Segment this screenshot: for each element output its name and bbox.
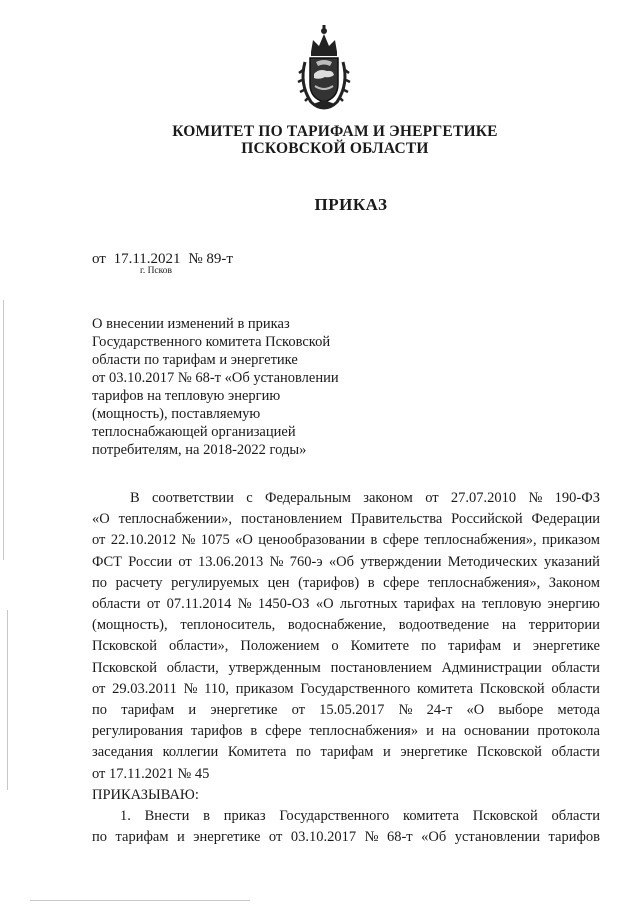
- word: «О: [235, 532, 253, 549]
- word: энергетике: [193, 829, 261, 846]
- word: области: [551, 808, 600, 825]
- item-line: [92, 827, 600, 848]
- preamble-line: [92, 658, 600, 679]
- word: приказом: [235, 680, 294, 697]
- word: тарифам: [448, 638, 502, 655]
- preamble-line: от 17.11.2021 № 45: [92, 765, 210, 782]
- word: расчету: [115, 574, 163, 591]
- word: от: [92, 680, 106, 697]
- word: и: [513, 638, 521, 655]
- word: постановлением: [240, 511, 343, 528]
- word: «Об: [421, 829, 447, 846]
- word: энергию: [547, 596, 600, 613]
- preamble-line: [92, 721, 600, 742]
- preamble-line: [92, 488, 600, 509]
- item-line: [92, 806, 600, 827]
- word: области,: [166, 659, 219, 676]
- word: по: [92, 829, 108, 846]
- word: и: [177, 829, 185, 846]
- word: основании: [463, 723, 530, 740]
- order-word: ПРИКАЗЫВАЮ:: [92, 786, 199, 803]
- word: от: [92, 532, 106, 549]
- preamble-line: [92, 530, 600, 551]
- word: области: [551, 744, 600, 761]
- word: Псковской: [479, 680, 545, 697]
- preamble-line: [92, 509, 600, 530]
- word: и: [188, 702, 197, 719]
- word: области: [551, 659, 600, 676]
- document-city: г. Псков: [140, 266, 173, 276]
- word: ценообразовании: [258, 532, 366, 549]
- word: о: [331, 638, 339, 655]
- word: регулирования: [92, 723, 184, 740]
- subject-line: Государственного комитета Псковской: [92, 334, 331, 350]
- word: №: [237, 596, 252, 613]
- word: водоснабжение,: [287, 617, 386, 634]
- word: тарифам: [115, 829, 169, 846]
- word: сфере: [265, 723, 302, 740]
- document-type-heading: ПРИКАЗ: [314, 195, 388, 214]
- word: тарифов: [191, 723, 243, 740]
- word: в: [203, 808, 211, 825]
- word: 29.03.2011: [112, 680, 177, 697]
- word: теплоснабжения»: [309, 723, 419, 740]
- organization-name-line2: ПСКОВСКОЙ ОБЛАСТИ: [241, 140, 429, 157]
- subject-line: теплоснабжающей организацией: [92, 424, 296, 440]
- word: Псковской: [472, 808, 538, 825]
- word: 15.05.2017: [319, 702, 385, 719]
- subject-line: от 03.10.2017 № 68-т «Об установлении: [92, 370, 339, 386]
- word: с: [246, 490, 253, 506]
- word: по: [92, 574, 108, 591]
- word: 110,: [204, 680, 230, 697]
- word: (тарифов): [298, 574, 360, 591]
- word: 1450-ОЗ: [257, 596, 310, 613]
- word: от: [268, 829, 283, 846]
- word: 03.10.2017: [290, 829, 357, 846]
- word: от: [146, 596, 161, 613]
- word: на: [441, 723, 456, 740]
- scan-edge-mark: [7, 610, 8, 790]
- word: в: [250, 723, 258, 740]
- word: 27.07.2010: [450, 490, 517, 506]
- word: тарифам: [320, 744, 374, 761]
- word: Методических: [447, 553, 538, 570]
- word: №: [183, 680, 198, 697]
- word: Псковской: [92, 638, 157, 655]
- word: Псковской: [476, 744, 542, 761]
- word: водоотведение: [398, 617, 490, 634]
- word: 760-э: [289, 553, 323, 570]
- word: на: [461, 596, 476, 613]
- word: от: [291, 702, 305, 719]
- word: энергетике: [210, 702, 278, 719]
- preamble-line: [92, 573, 600, 594]
- pskov-coat-of-arms-icon: [297, 22, 351, 110]
- word: №: [181, 532, 196, 549]
- subject-line: О внесении изменений в приказ: [92, 316, 290, 332]
- word: «Об: [328, 553, 354, 570]
- word: Федеральным: [265, 490, 351, 506]
- word: 07.11.2014: [166, 596, 232, 613]
- word: тарифах: [403, 596, 455, 613]
- word: теплоснабжении»,: [118, 511, 233, 528]
- word: 190-ФЗ: [554, 490, 600, 506]
- word: сфере: [383, 574, 420, 591]
- word: Комитета: [227, 744, 287, 761]
- document-date: 17.11.2021: [113, 251, 181, 267]
- preamble-line: [92, 594, 600, 615]
- word: от: [425, 490, 439, 506]
- word: Администрации: [441, 659, 542, 676]
- word: метода: [557, 702, 600, 719]
- word: заседания: [92, 744, 154, 761]
- word: области»,: [168, 638, 229, 655]
- subject-line: тарифов на тепловую энергию: [92, 388, 281, 404]
- word: тепловую: [481, 596, 542, 613]
- word: Российской: [451, 511, 523, 528]
- word: в: [367, 574, 375, 591]
- preamble-line: [92, 615, 600, 636]
- word: Псковской: [92, 659, 157, 676]
- word: коллегии: [162, 744, 219, 761]
- word: комитета: [403, 808, 459, 825]
- word: утвержденным: [228, 659, 321, 676]
- word: по: [295, 744, 311, 761]
- preamble-line: [92, 679, 600, 700]
- word: приказ: [223, 808, 266, 825]
- word: по: [421, 638, 437, 655]
- word: №: [364, 829, 379, 846]
- word: теплоснабжения»,: [427, 574, 541, 591]
- document-body: [92, 488, 600, 848]
- word: 68-т: [386, 829, 413, 846]
- preamble-line: [92, 552, 600, 573]
- word: 22.10.2012: [110, 532, 177, 549]
- word: протокола: [537, 723, 600, 740]
- word: соответствии: [152, 490, 234, 506]
- word: утверждении: [360, 553, 442, 570]
- word: 1075: [200, 532, 230, 549]
- date-prefix: от: [92, 251, 106, 267]
- word: постановлением: [330, 659, 432, 676]
- word: «О: [466, 702, 485, 719]
- word: регулируемых: [171, 574, 260, 591]
- word: Положением: [240, 638, 320, 655]
- document-number: № 89-т: [188, 251, 233, 267]
- document-subject: [92, 315, 382, 459]
- word: тарифам: [121, 702, 175, 719]
- word: теплоноситель,: [180, 617, 276, 634]
- scan-edge-mark: [3, 300, 4, 560]
- word: Государственного: [300, 680, 411, 697]
- preamble-line: [92, 636, 600, 657]
- word: на: [501, 617, 517, 634]
- word: №: [269, 553, 284, 570]
- word: Комитете: [350, 638, 410, 655]
- word: энергетике: [400, 744, 468, 761]
- word: Федерации: [531, 511, 600, 528]
- word: ФСТ: [92, 553, 122, 570]
- word: «О: [92, 511, 110, 528]
- word: теплоснабжения»,: [424, 532, 537, 549]
- word: территории: [528, 617, 600, 634]
- word: «О: [315, 596, 334, 613]
- word: 24-т: [426, 702, 453, 719]
- word: области: [92, 596, 141, 613]
- word: Законом: [548, 574, 600, 591]
- subject-line: области по тарифам и энергетике: [92, 352, 298, 368]
- word: 13.06.2013: [198, 553, 264, 570]
- word: комитета: [417, 680, 473, 697]
- word: законом: [363, 490, 413, 506]
- word: установлении: [454, 829, 541, 846]
- word: России: [128, 553, 173, 570]
- word: В: [130, 490, 140, 506]
- word: №: [528, 490, 543, 506]
- word: 1.: [120, 808, 131, 825]
- word: льготных: [339, 596, 398, 613]
- word: и: [383, 744, 391, 761]
- organization-name-line1: КОМИТЕТ ПО ТАРИФАМ И ЭНЕРГЕТИКЕ: [172, 123, 498, 140]
- word: (мощность),: [92, 617, 168, 634]
- word: по: [92, 702, 108, 719]
- word: сфере: [382, 532, 419, 549]
- subject-line: (мощность), поставляемую: [92, 406, 261, 422]
- word: цен: [267, 574, 290, 591]
- word: Внести: [144, 808, 190, 825]
- word: Государственного: [279, 808, 390, 825]
- word: от: [178, 553, 192, 570]
- word: указаний: [543, 553, 600, 570]
- word: энергетике: [532, 638, 600, 655]
- word: Правительства: [351, 511, 443, 528]
- word: приказом: [542, 532, 600, 549]
- word: и: [426, 723, 434, 740]
- word: выборе: [498, 702, 544, 719]
- preamble-line: [92, 700, 600, 721]
- word: №: [398, 702, 413, 719]
- preamble-line: [92, 742, 600, 763]
- scan-bottom-mark: [30, 900, 250, 901]
- word: области: [551, 680, 600, 697]
- subject-line: потребителям, на 2018-2022 годы»: [92, 442, 307, 458]
- word: в: [370, 532, 378, 549]
- word: тарифов: [548, 829, 600, 846]
